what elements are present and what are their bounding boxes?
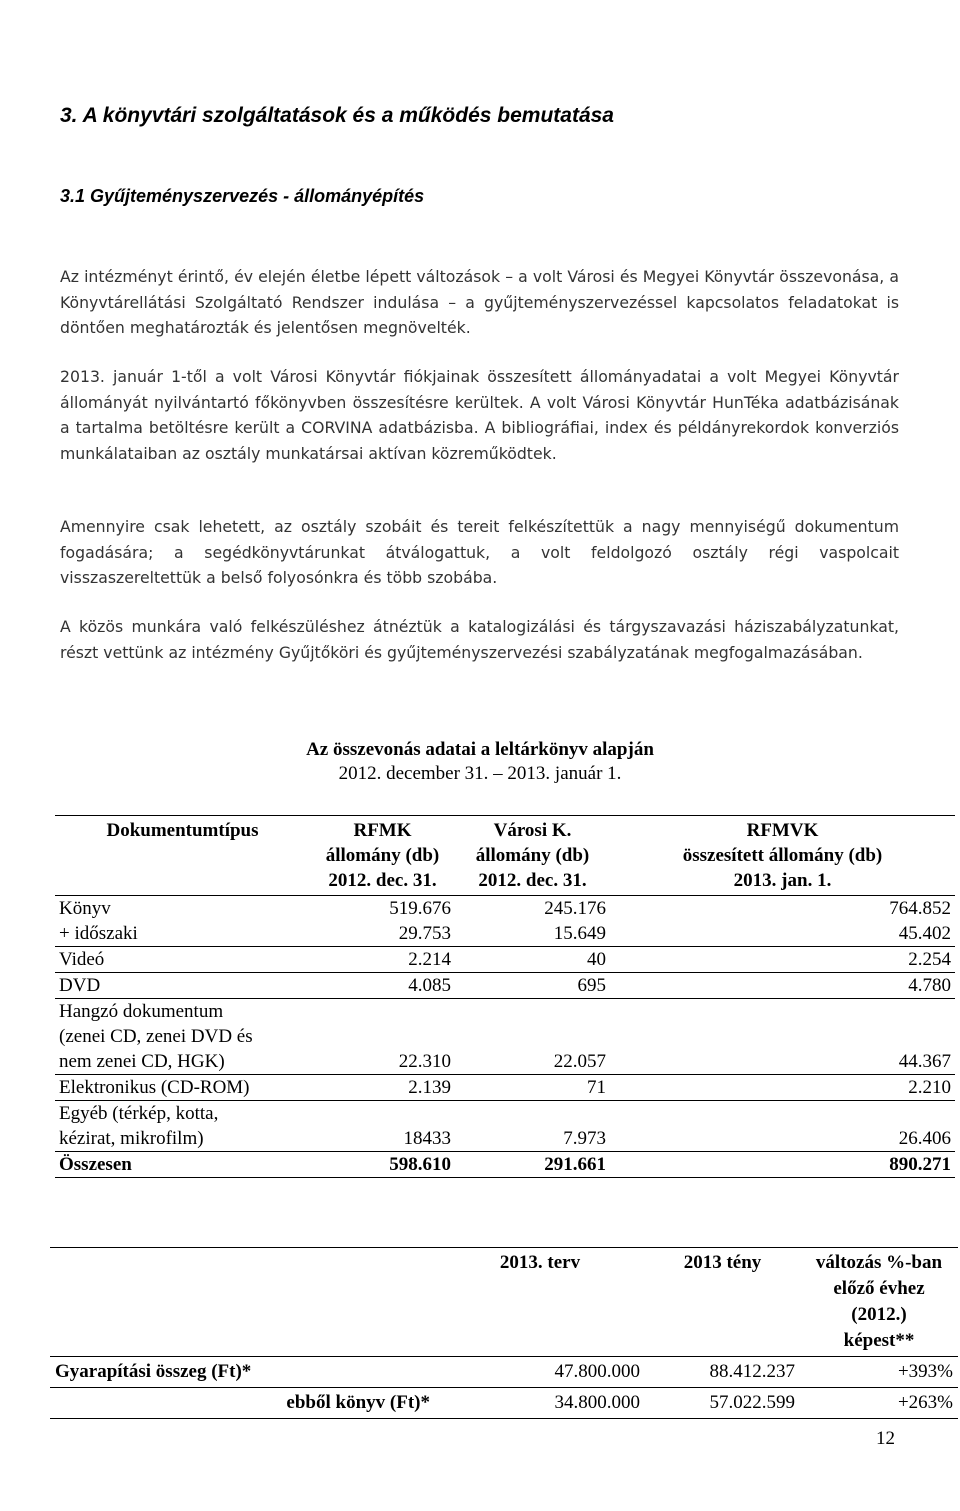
cell-rfmk: 29.753 (398, 923, 451, 944)
cell-rfmk: 22.310 (398, 1051, 451, 1072)
header-plan: 2013. terv (499, 1252, 581, 1273)
header-rfmk (310, 816, 455, 896)
table-row (55, 1101, 955, 1152)
cell-change: +393% (897, 1361, 953, 1382)
page-number: 12 (876, 1428, 895, 1449)
merger-data-table (55, 815, 955, 1178)
cell-varosi: 695 (577, 975, 606, 996)
header-line: összesített állomány (db) (682, 845, 883, 866)
header-line: 2013. jan. 1. (733, 870, 832, 891)
cell-line: nem zenei CD, HGK) (59, 1051, 225, 1072)
section-title: 3. A könyvtári szolgáltatások és a működés bemutatása (60, 104, 614, 127)
cell-rfmvk: 4.780 (908, 975, 951, 996)
cell-type: Könyv (59, 898, 111, 919)
header-line: 2012. dec. 31. (478, 870, 587, 891)
header-rfmvk (610, 816, 955, 896)
cell-rfmvk: 26.406 (898, 1128, 951, 1149)
table-row (55, 896, 955, 922)
cell-line: (zenei CD, zenei DVD és (59, 1026, 253, 1047)
table-row (50, 1388, 958, 1419)
table-row (55, 999, 955, 1075)
subsection-title: 3.1 Gyűjteményszervezés - állományépítés (60, 186, 425, 206)
header-line: változás %-ban (815, 1252, 943, 1273)
acquisition-table (50, 1247, 958, 1419)
cell-rfmk: 18433 (403, 1128, 451, 1149)
table-row (55, 921, 955, 947)
table-header-row (55, 816, 955, 896)
cell-line: Hangzó dokumentum (59, 1001, 224, 1022)
paragraph: Az intézményt érintő, év elején életbe lépett változások – a volt Városi és Megyei Könyvtár összevonása, a Könyvtárellátási Szolgáltató Rendszer indulása – a gyűjteményszervezéssel kapcsolatos feladatokat is döntően meghatározták és jelentősen megnövelték. (60, 267, 899, 337)
cell-rfmvk: 44.367 (898, 1051, 951, 1072)
cell-rfmvk: 764.852 (889, 898, 951, 919)
cell-change: +263% (897, 1392, 953, 1413)
table-row (55, 947, 955, 973)
cell-rfmk: 2.139 (408, 1077, 451, 1098)
header-line: 2012. dec. 31. (328, 870, 437, 891)
cell-type: + időszaki (59, 923, 138, 944)
cell-rfmk: 4.085 (408, 975, 451, 996)
table-caption: Az összevonás adatai a leltárkönyv alapján (306, 739, 654, 760)
cell-type (55, 1101, 310, 1152)
cell-varosi: 7.973 (563, 1128, 606, 1149)
cell-rfmvk: 2.210 (908, 1077, 951, 1098)
header-line: RFMVK (746, 820, 819, 841)
table-row (55, 973, 955, 999)
cell-line: Egyéb (térkép, kotta, (59, 1103, 219, 1124)
table-subcaption: 2012. december 31. – 2013. január 1. (338, 763, 622, 784)
cell-varosi: 291.661 (544, 1154, 606, 1175)
header-varosi (455, 816, 610, 896)
header-line: Városi K. (493, 820, 572, 841)
paragraph: A közös munkára való felkészüléshez átnéztük a katalogizálási és tárgyszavazási háziszabályzatunkat, részt vettünk az intézmény Gyűjtőköri és gyűjteményszervezési szabályzatának megfogalmazásában. (60, 617, 899, 662)
cell-label: ebből könyv (Ft)* (286, 1392, 430, 1413)
cell-type: Elektronikus (CD-ROM) (59, 1077, 250, 1098)
cell-varosi: 40 (587, 949, 606, 970)
cell-actual: 88.412.237 (709, 1361, 795, 1382)
table-total-row (55, 1152, 955, 1178)
header-line: RFMK (353, 820, 412, 841)
paragraph: Amennyire csak lehetett, az osztály szobáit és tereit felkészítettük a nagy mennyiségű dokumentum fogadására; a segédkönyvtárunkat átválogattuk, a volt feldolgozó osztály régi vaspolcait visszaszereltettük a belső folyosónkra és több szobába. (60, 517, 899, 587)
cell-label: Gyarapítási összeg (Ft)* (55, 1361, 252, 1382)
cell-plan: 34.800.000 (554, 1392, 640, 1413)
cell-varosi: 245.176 (544, 898, 606, 919)
table-row (50, 1357, 958, 1388)
header-line: képest** (843, 1330, 915, 1351)
header-actual: 2013 tény (683, 1252, 762, 1273)
header-change (800, 1248, 958, 1357)
cell-type: DVD (59, 975, 101, 996)
cell-rfmvk: 2.254 (908, 949, 951, 970)
cell-type: Videó (59, 949, 105, 970)
header-label: Dokumentumtípus (106, 820, 259, 841)
header-line: előző évhez (2012.) (833, 1278, 925, 1325)
cell-varosi: 71 (587, 1077, 606, 1098)
header-line: állomány (db) (325, 845, 440, 866)
cell-type: Összesen (59, 1154, 132, 1175)
table-header-row (50, 1248, 958, 1357)
cell-plan: 47.800.000 (554, 1361, 640, 1382)
cell-line: kézirat, mikrofilm) (59, 1128, 204, 1149)
paragraph: 2013. január 1-től a volt Városi Könyvtár fiókjainak összesített állományadatai a volt Megyei Könyvtár állományát nyilvántartó főkönyvben összesítésre kerültek. A volt Városi Könyvtár HunTéka adatbázisának a tartalma betöltésre került a CORVINA adatbázisba. A bibliográfiai, index és példányrekordok konverziós munkálataiban az osztály munkatársai aktívan közreműködtek. (60, 367, 899, 463)
cell-rfmk: 519.676 (389, 898, 451, 919)
cell-rfmk: 2.214 (408, 949, 451, 970)
cell-actual: 57.022.599 (709, 1392, 795, 1413)
cell-rfmvk: 890.271 (889, 1154, 951, 1175)
cell-rfmvk: 45.402 (898, 923, 951, 944)
cell-varosi: 22.057 (553, 1051, 606, 1072)
cell-rfmk: 598.610 (389, 1154, 451, 1175)
header-line: állomány (db) (475, 845, 590, 866)
table-row (55, 1075, 955, 1101)
header-doc-type (55, 816, 310, 896)
header-empty (50, 1248, 435, 1357)
cell-varosi: 15.649 (553, 923, 606, 944)
cell-type (55, 999, 310, 1075)
